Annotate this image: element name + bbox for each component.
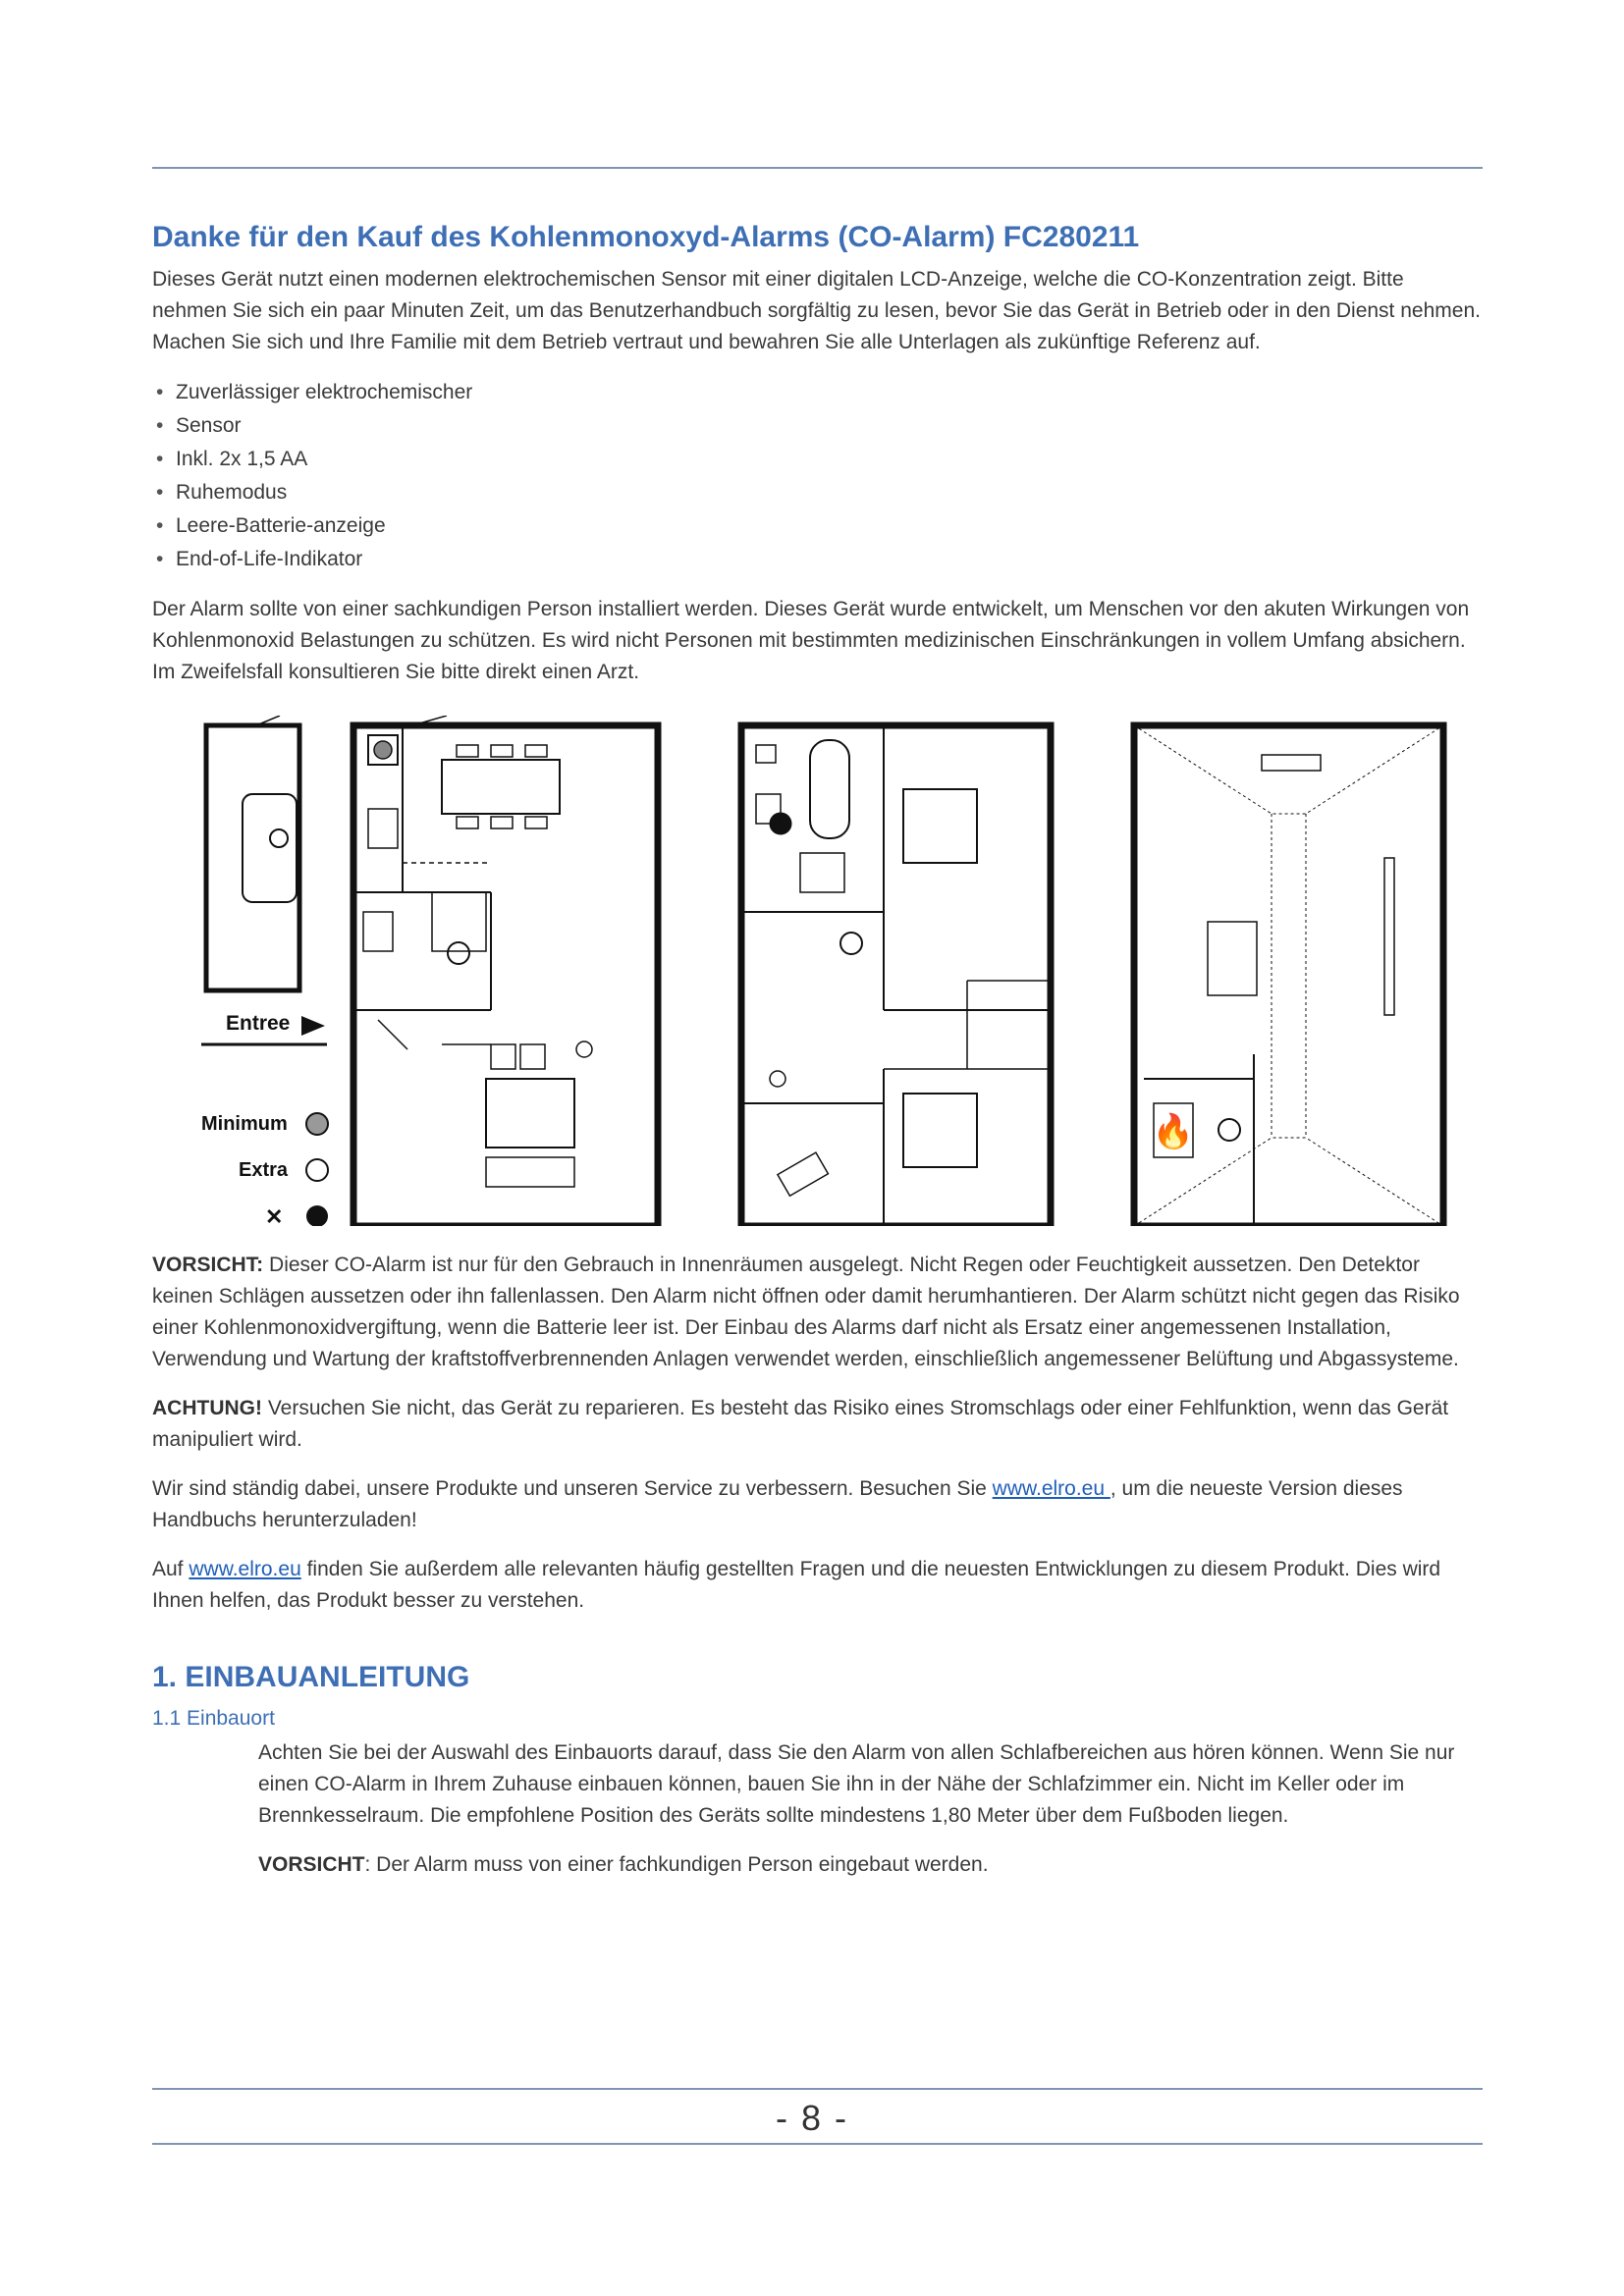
footer-rule-top xyxy=(152,2088,1483,2090)
legend-extra-label: Extra xyxy=(239,1159,289,1181)
caution-label: VORSICHT: xyxy=(152,1254,264,1276)
caution2-label: VORSICHT xyxy=(258,1853,365,1876)
website-paragraph-1 xyxy=(152,1473,1483,1536)
attention-text: Versuchen Sie nicht, das Gerät zu reparieren. Es besteht das Risiko eines Stromschlags oder einer Fehlfunktion, wenn das Gerät manipuliert wird. xyxy=(152,1397,1449,1451)
minimum-marker-icon xyxy=(306,1113,328,1135)
caution2-paragraph xyxy=(258,1849,1483,1881)
website-paragraph-2 xyxy=(152,1554,1483,1617)
footer-rule-bottom xyxy=(152,2143,1483,2145)
section-heading-installation: 1. EINBAUANLEITUNG xyxy=(152,1661,470,1693)
website-text: Wir sind ständig dabei, unsere Produkte und unseren Service zu verbessern. Besuchen Sie xyxy=(152,1477,993,1500)
website-text: Auf xyxy=(152,1558,189,1580)
attic-plan xyxy=(1134,725,1443,1226)
legend-entree-label: Entree xyxy=(226,1012,291,1035)
location-paragraph: Achten Sie bei der Auswahl des Einbauorts darauf, dass Sie den Alarm von allen Schlafbereichen aus hören können. Wenn Sie nur einen CO-Alarm in Ihrem Zuhause einbauen können, bauen Sie ihn in der Nähe der Schlafzimmer ein. Nicht im Keller oder im Brennkesselraum. Die empfohlene Position des Geräts sollte mindestens 1,80 Meter über dem Fußboden liegen. xyxy=(258,1741,1455,1827)
feature-item: • Leere-Batterie-anzeige xyxy=(152,509,1483,543)
feature-item: • Ruhemodus xyxy=(152,476,1483,509)
caution-text: Dieser CO-Alarm ist nur für den Gebrauch in Innenräumen ausgelegt. Nicht Regen oder Feuchtigkeit aussetzen. Den Detektor keinen Schlägen aussetzen oder ihn fallenlassen. Den Alarm nicht öffnen oder damit herumhantieren. Der Alarm schützt nicht gegen das Risiko einer Kohlenmonoxidvergiftung, wenn die Batterie leer ist. Der Einbau des Alarms darf nicht als Ersatz einer angemessenen Installation, Verwendung und Wartung der kraftstoffverbrennenden Anlagen verwendet werden, einschließlich angemessener Belüftung und Abgassysteme. xyxy=(152,1254,1460,1370)
elro-website-link[interactable]: www.elro.eu xyxy=(189,1558,301,1580)
intro-paragraph: Dieses Gerät nutzt einen modernen elektrochemischen Sensor mit einer digitalen LCD-Anzeige, welche die CO-Konzentration zeigt. Bitte nehmen Sie sich ein paar Minuten Zeit, um das Benutzerhandbuch sorgfältig zu lesen, bevor Sie das Gerät in Betrieb oder in den Dienst nehmen. Machen Sie sich und Ihre Familie mit dem Betrieb vertraut und bewahren Sie alle Unterlagen als zukünftige Referenz auf. xyxy=(152,268,1481,353)
page-title: Danke für den Kauf des Kohlenmonoxyd-Alarms (CO-Alarm) FC280211 xyxy=(152,221,1140,253)
page-content xyxy=(152,218,1483,1881)
page-number: - 8 - xyxy=(775,2098,848,2138)
fire-icon: 🔥 xyxy=(1152,1113,1195,1150)
feature-item: • Zuverlässiger elektrochemischer xyxy=(152,376,1483,409)
entree-arrow-icon xyxy=(301,1016,325,1036)
website-text: , um die neueste Version dieses Handbuchs herunterzuladen! xyxy=(152,1477,1403,1531)
legend-minimum-label: Minimum xyxy=(201,1113,288,1135)
caution2-text: : Der Alarm muss von einer fachkundigen Person eingebaut werden. xyxy=(364,1853,989,1876)
floor-plan-figure xyxy=(152,716,1483,1226)
legend-x-label: ✕ xyxy=(265,1204,284,1226)
header-rule xyxy=(152,167,1483,169)
floor-plans-svg xyxy=(152,716,1483,1226)
subsection-heading-location: 1.1 Einbauort xyxy=(152,1707,275,1730)
elro-website-link[interactable]: www.elro.eu xyxy=(992,1477,1110,1500)
website-text: finden Sie außerdem alle relevanten häufig gestellten Fragen und die neuesten Entwicklungen zu diesem Produkt. Dies wird Ihnen helfen, das Produkt besser zu verstehen. xyxy=(152,1558,1441,1612)
x-marker-icon xyxy=(306,1205,328,1226)
upper-floor-plan xyxy=(741,725,1051,1226)
garage-plan xyxy=(206,716,299,990)
feature-item: • End-of-Life-Indikator xyxy=(152,543,1483,576)
feature-item: • Inkl. 2x 1,5 AA xyxy=(152,443,1483,476)
caution-paragraph xyxy=(152,1250,1483,1375)
attention-label: ACHTUNG! xyxy=(152,1397,262,1419)
attention-paragraph xyxy=(152,1393,1483,1456)
ground-floor-plan xyxy=(353,716,658,1226)
feature-item: • Sensor xyxy=(152,409,1483,443)
plan-legend xyxy=(201,1012,328,1226)
extra-marker-icon xyxy=(306,1159,328,1181)
feature-list xyxy=(152,376,1483,576)
install-note-paragraph: Der Alarm sollte von einer sachkundigen Person installiert werden. Dieses Gerät wurde entwickelt, um Menschen vor den akuten Wirkungen von Kohlenmonoxid Belastungen zu schützen. Es wird nicht Personen mit bestimmten medizinischen Einschränkungen in vollem Umfang absichern. Im Zweifelsfall konsultieren Sie bitte direkt einen Arzt. xyxy=(152,598,1470,683)
